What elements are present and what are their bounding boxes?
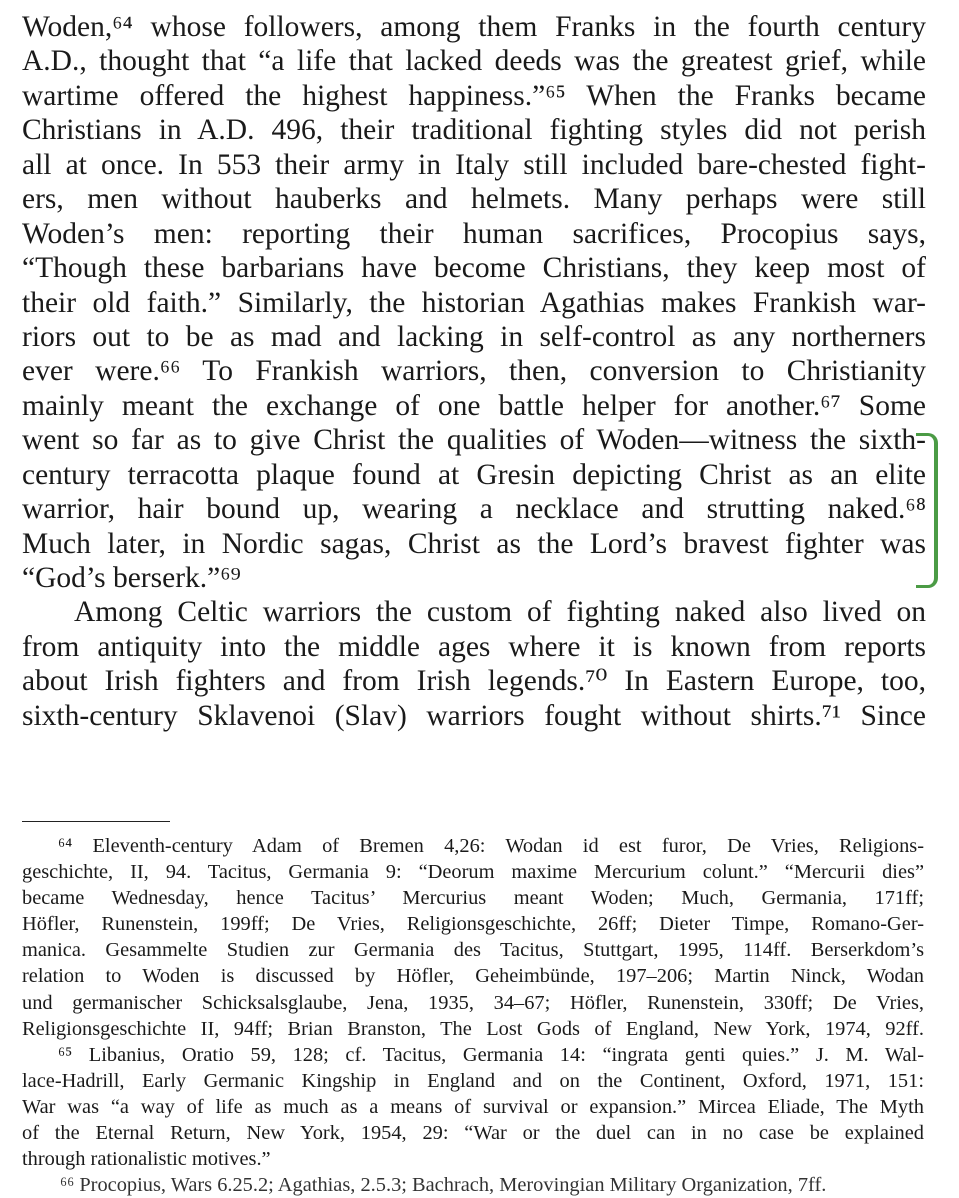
footnote-65-line: ⁶⁵ Libanius, Oratio 59, 128; cf. Tacitus, Germania 14: “ingrata genti quies.” J. M. Wal- <box>58 1043 924 1066</box>
body-line: warrior, hair bound up, wearing a necklace and strutting naked.⁶⁸ <box>22 493 926 526</box>
footnote-64-line: Höfler, Runenstein, 199ff; De Vries, Religionsgeschichte, 26ff; Dieter Timpe, Romano-Ger- <box>22 913 924 936</box>
footnote-65-line: through rationalistic motives.” <box>22 1148 271 1171</box>
body-line: mainly meant the exchange of one battle helper for another.⁶⁷ Some <box>22 389 926 422</box>
body-line: “God’s berserk.”⁶⁹ <box>22 562 241 594</box>
footnote-64-line: manica. Gesammelte Studien zur Germania des Tacitus, Stuttgart, 1995, 114ff. Berserkdom’s <box>22 939 924 962</box>
body-line: “Though these barbarians have become Christians, they keep most of <box>22 252 926 285</box>
paragraph-start-line: Among Celtic warriors the custom of fighting naked also lived on <box>74 596 926 629</box>
footnote-divider <box>22 821 170 822</box>
body-line: ers, men without hauberks and helmets. Many perhaps were still <box>22 183 926 216</box>
body-line: went so far as to give Christ the qualities of Woden—witness the sixth- <box>22 424 926 457</box>
footnote-65-line: of the Eternal Return, New York, 1954, 29: “War or the duel can in no case be explained <box>22 1122 924 1145</box>
footnote-64-line: relation to Woden is discussed by Höfler, Geheimbünde, 197–206; Martin Ninck, Wodan <box>22 965 924 988</box>
footnotes <box>22 833 924 1172</box>
body-line: A.D., thought that “a life that lacked deeds was the greatest grief, while <box>22 45 926 78</box>
body-line: from antiquity into the middle ages where it is known from reports <box>22 630 926 663</box>
cutoff-footnote-line: ⁶⁶ Procopius, Wars 6.25.2; Agathias, 2.5.3; Bachrach, Merovingian Military Organization, 7ff. <box>60 1174 827 1196</box>
body-line: all at once. In 553 their army in Italy still included bare-chested fight- <box>22 148 926 181</box>
footnote-64-line: und germanischer Schicksalsglaube, Jena, 1935, 34–67; Höfler, Runenstein, 330ff; De Vries, <box>22 991 924 1014</box>
body-line: Christians in A.D. 496, their traditional fighting styles did not perish <box>22 114 926 147</box>
body-line: Much later, in Nordic sagas, Christ as the Lord’s bravest fighter was <box>22 527 926 560</box>
body-line: Woden,⁶⁴ whose followers, among them Franks in the fourth century <box>22 11 926 43</box>
main-body-text <box>22 10 926 733</box>
footnote-64-line: became Wednesday, hence Tacitus’ Mercurius meant Woden; Much, Germania, 171ff; <box>22 887 924 910</box>
body-line: ever were.⁶⁶ To Frankish warriors, then, conversion to Christianity <box>22 355 926 388</box>
highlight-bracket <box>916 433 938 588</box>
footnote-64-line: geschichte, II, 94. Tacitus, Germania 9: “Deorum maxime Mercurium colunt.” “Mercurii dies” <box>22 861 924 884</box>
footnote-64-line: Religionsgeschichte II, 94ff; Brian Branston, The Lost Gods of England, New York, 1974, 92ff. <box>22 1017 924 1040</box>
body-line: sixth-century Sklavenoi (Slav) warriors fought without shirts.⁷¹ Since <box>22 699 926 732</box>
footnote-64-line: ⁶⁴ Eleventh-century Adam of Bremen 4,26: Wodan id est furor, De Vries, Religions- <box>58 835 924 857</box>
body-line: Woden’s men: reporting their human sacrifices, Procopius says, <box>22 217 926 250</box>
footnote-65-line: War was “a way of life as much as a means of survival or expansion.” Mircea Eliade, The Myth <box>22 1095 924 1118</box>
body-line: century terracotta plaque found at Gresin depicting Christ as an elite <box>22 458 926 491</box>
body-line: wartime offered the highest happiness.”⁶⁵ When the Franks became <box>22 79 926 112</box>
body-line: about Irish fighters and from Irish legends.⁷⁰ In Eastern Europe, too, <box>22 665 926 698</box>
body-line: riors out to be as mad and lacking in self-control as any northerners <box>22 320 926 353</box>
body-line: their old faith.” Similarly, the historian Agathias makes Frankish war- <box>22 286 926 319</box>
footnote-65-line: lace-Hadrill, Early Germanic Kingship in England and on the Continent, Oxford, 1971, 151: <box>22 1069 924 1092</box>
